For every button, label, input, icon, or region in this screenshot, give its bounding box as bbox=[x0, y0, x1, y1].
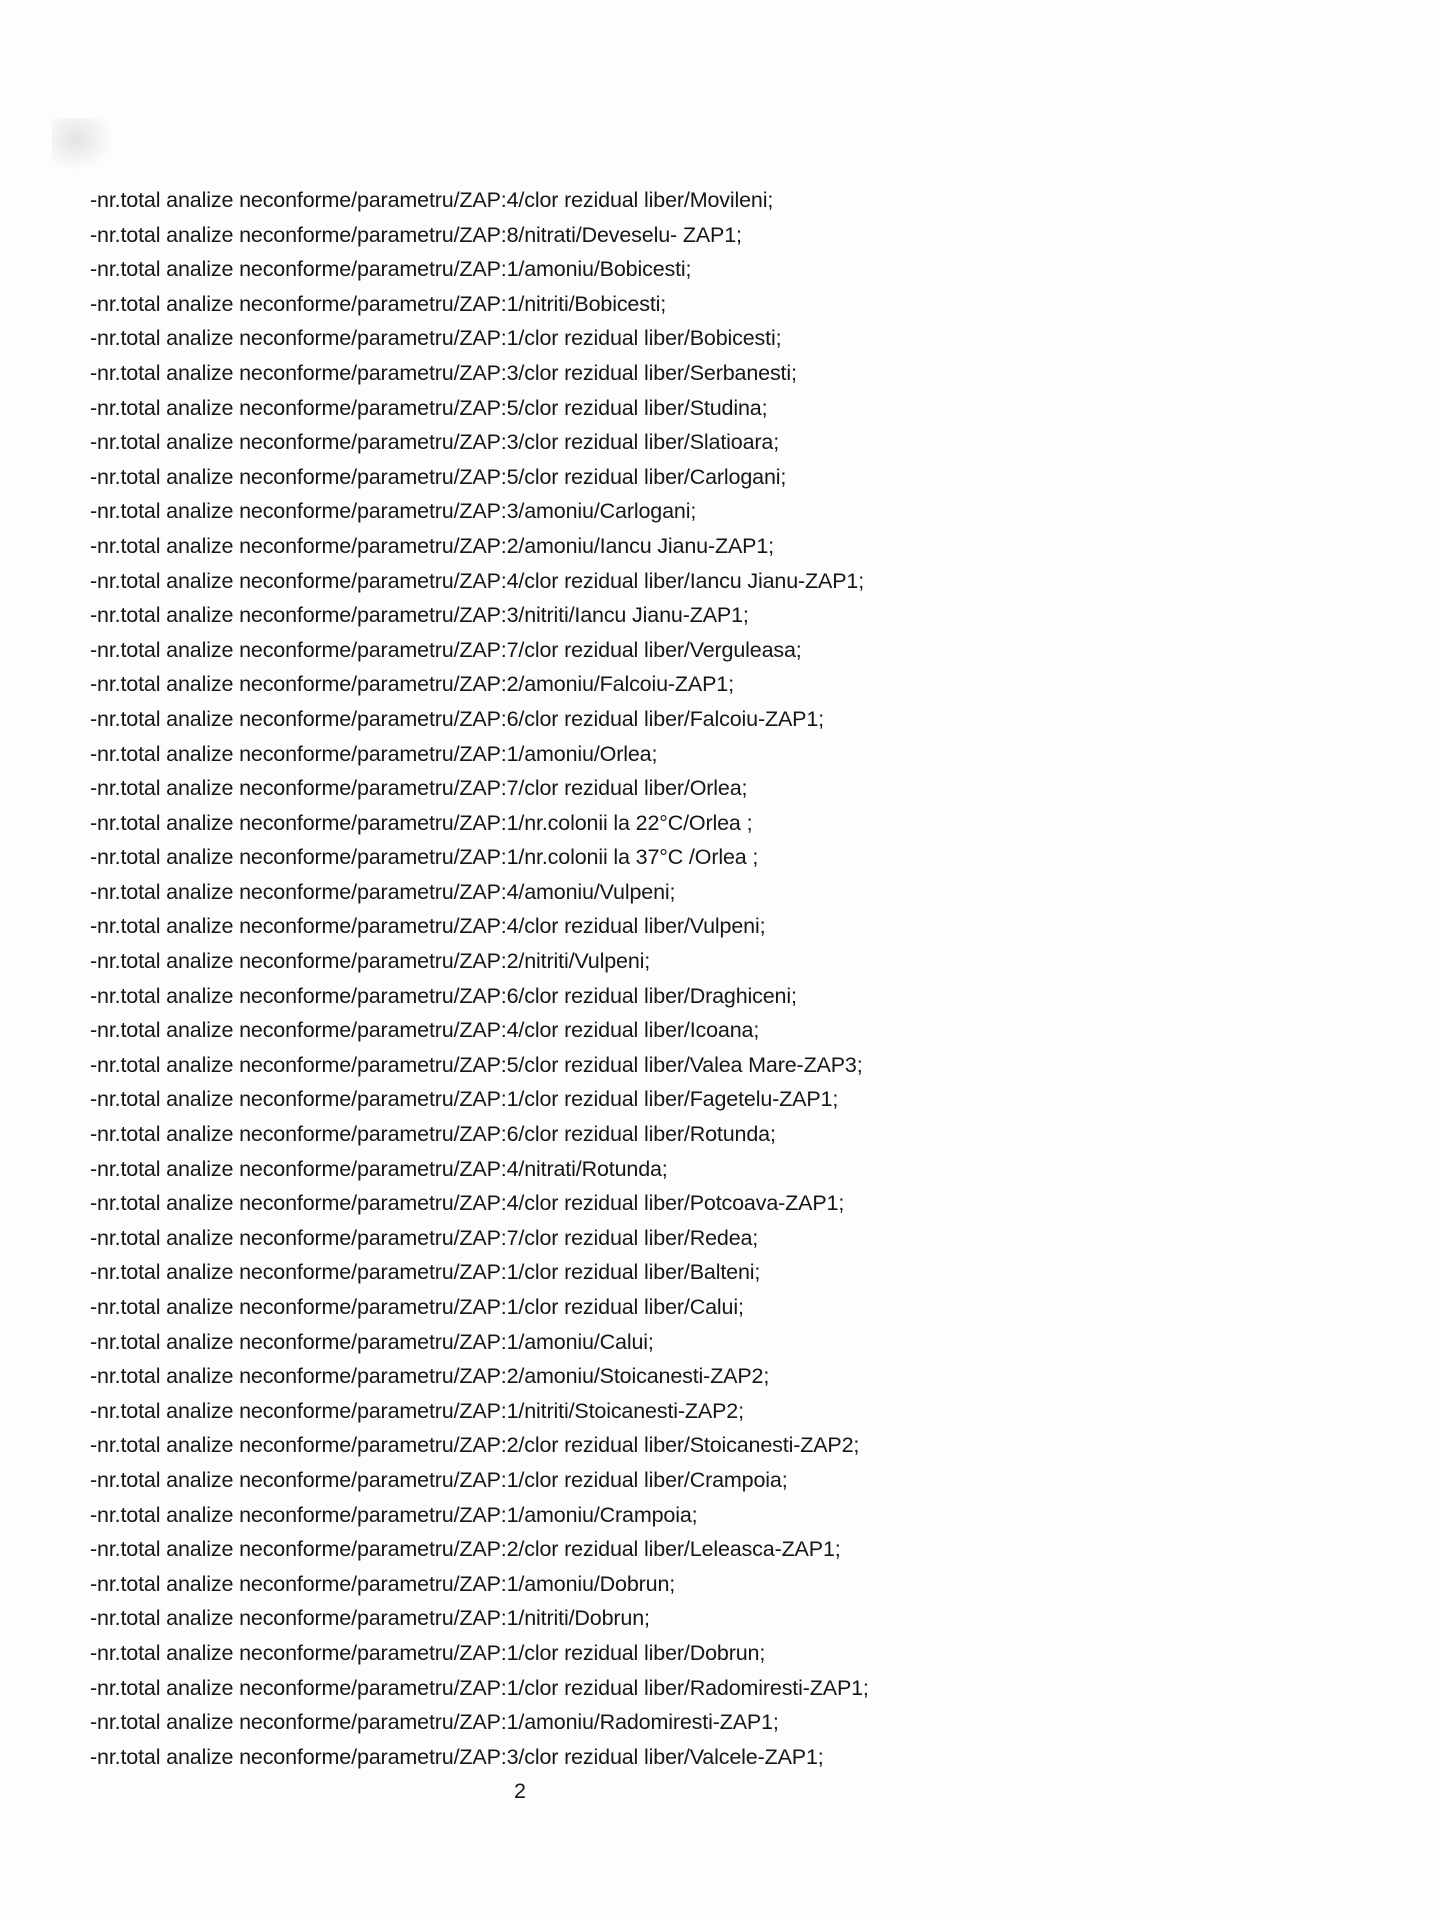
text-line: -nr.total analize neconforme/parametru/ZAP:4/nitrati/Rotunda; bbox=[90, 1156, 668, 1181]
text-line: -nr.total analize neconforme/parametru/ZAP:4/clor rezidual liber/Icoana; bbox=[90, 1018, 760, 1043]
scan-artifact bbox=[52, 118, 112, 170]
text-line: -nr.total analize neconforme/parametru/ZAP:3/clor rezidual liber/Serbanesti; bbox=[90, 360, 797, 385]
text-line: -nr.total analize neconforme/parametru/ZAP:2/amoniu/Falcoiu-ZAP1; bbox=[90, 672, 734, 697]
text-line: -nr.total analize neconforme/parametru/ZAP:2/clor rezidual liber/Leleasca-ZAP1; bbox=[90, 1537, 841, 1562]
page-number: 2 bbox=[514, 1779, 526, 1803]
text-line: -nr.total analize neconforme/parametru/ZAP:4/clor rezidual liber/Iancu Jianu-ZAP1; bbox=[90, 568, 865, 593]
text-line: -nr.total analize neconforme/parametru/ZAP:7/clor rezidual liber/Orlea; bbox=[90, 776, 748, 801]
text-line: -nr.total analize neconforme/parametru/ZAP:1/amoniu/Bobicesti; bbox=[90, 257, 692, 282]
text-line: -nr.total analize neconforme/parametru/ZAP:4/amoniu/Vulpeni; bbox=[90, 879, 676, 904]
page-footer bbox=[90, 1774, 950, 1809]
text-line: -nr.total analize neconforme/parametru/ZAP:7/clor rezidual liber/Redea; bbox=[90, 1225, 759, 1250]
text-line: -nr.total analize neconforme/parametru/ZAP:1/nitriti/Dobrun; bbox=[90, 1606, 650, 1631]
text-line: -nr.total analize neconforme/parametru/ZAP:1/nr.colonii la 22°C/Orlea ; bbox=[90, 810, 753, 835]
text-line: -nr.total analize neconforme/parametru/ZAP:3/nitriti/Iancu Jianu-ZAP1; bbox=[90, 603, 749, 628]
text-line: -nr.total analize neconforme/parametru/ZAP:1/clor rezidual liber/Crampoia; bbox=[90, 1467, 788, 1492]
text-line: -nr.total analize neconforme/parametru/ZAP:5/clor rezidual liber/Valea Mare-ZAP3; bbox=[90, 1052, 863, 1077]
text-line: -nr.total analize neconforme/parametru/ZAP:3/clor rezidual liber/Slatioara; bbox=[90, 430, 780, 455]
text-line: -nr.total analize neconforme/parametru/ZAP:1/amoniu/Orlea; bbox=[90, 741, 658, 766]
text-line: -nr.total analize neconforme/parametru/ZAP:1/nitriti/Bobicesti; bbox=[90, 291, 667, 316]
text-line: -nr.total analize neconforme/parametru/ZAP:2/amoniu/Iancu Jianu-ZAP1; bbox=[90, 533, 774, 558]
text-line: -nr.total analize neconforme/parametru/ZAP:5/clor rezidual liber/Carlogani; bbox=[90, 464, 787, 489]
text-line: -nr.total analize neconforme/parametru/ZAP:4/clor rezidual liber/Vulpeni; bbox=[90, 914, 766, 939]
text-line: -nr.total analize neconforme/parametru/ZAP:2/amoniu/Stoicanesti-ZAP2; bbox=[90, 1364, 770, 1389]
text-line: -nr.total analize neconforme/parametru/ZAP:1/clor rezidual liber/Radomiresti-ZAP1; bbox=[90, 1675, 869, 1700]
text-line: -nr.total analize neconforme/parametru/ZAP:2/nitriti/Vulpeni; bbox=[90, 949, 651, 974]
text-line: -nr.total analize neconforme/parametru/ZAP:6/clor rezidual liber/Falcoiu-ZAP1; bbox=[90, 706, 824, 731]
text-line: -nr.total analize neconforme/parametru/ZAP:1/amoniu/Dobrun; bbox=[90, 1571, 676, 1596]
text-line: -nr.total analize neconforme/parametru/ZAP:2/clor rezidual liber/Stoicanesti-ZAP2; bbox=[90, 1433, 860, 1458]
text-line: -nr.total analize neconforme/parametru/ZAP:1/clor rezidual liber/Balteni; bbox=[90, 1260, 761, 1285]
text-line: -nr.total analize neconforme/parametru/ZAP:1/clor rezidual liber/Dobrun; bbox=[90, 1640, 766, 1665]
text-line: -nr.total analize neconforme/parametru/ZAP:1/amoniu/Calui; bbox=[90, 1329, 654, 1354]
text-line: -nr.total analize neconforme/parametru/ZAP:1/clor rezidual liber/Calui; bbox=[90, 1295, 744, 1319]
text-line: -nr.total analize neconforme/parametru/ZAP:1/clor rezidual liber/Bobicesti; bbox=[90, 326, 782, 351]
text-line: -nr.total analize neconforme/parametru/ZAP:1/amoniu/Crampoia; bbox=[90, 1502, 698, 1527]
text-line: -nr.total analize neconforme/parametru/ZAP:4/clor rezidual liber/Potcoava-ZAP1; bbox=[90, 1191, 845, 1216]
text-line: -nr.total analize neconforme/parametru/ZAP:8/nitrati/Deveselu- ZAP1; bbox=[90, 222, 742, 247]
text-line: -nr.total analize neconforme/parametru/ZAP:3/amoniu/Carlogani; bbox=[90, 499, 697, 524]
text-line: -nr.total analize neconforme/parametru/ZAP:6/clor rezidual liber/Draghiceni; bbox=[90, 983, 797, 1008]
text-line: -nr.total analize neconforme/parametru/ZAP:5/clor rezidual liber/Studina; bbox=[90, 395, 768, 420]
text-line: -nr.total analize neconforme/parametru/ZAP:6/clor rezidual liber/Rotunda; bbox=[90, 1122, 776, 1147]
text-line: -nr.total analize neconforme/parametru/ZAP:3/clor rezidual liber/Valcele-ZAP1; bbox=[90, 1744, 824, 1769]
text-line: -nr.total analize neconforme/parametru/ZAP:1/nr.colonii la 37°C /Orlea ; bbox=[90, 845, 759, 870]
text-line: -nr.total analize neconforme/parametru/ZAP:1/amoniu/Radomiresti-ZAP1; bbox=[90, 1710, 779, 1735]
text-line: -nr.total analize neconforme/parametru/ZAP:4/clor rezidual liber/Movileni; bbox=[90, 188, 774, 212]
text-line: -nr.total analize neconforme/parametru/ZAP:7/clor rezidual liber/Verguleasa; bbox=[90, 637, 802, 662]
text-line: -nr.total analize neconforme/parametru/ZAP:1/nitriti/Stoicanesti-ZAP2; bbox=[90, 1398, 744, 1423]
text-line: -nr.total analize neconforme/parametru/ZAP:1/clor rezidual liber/Fagetelu-ZAP1; bbox=[90, 1087, 839, 1112]
body-text bbox=[90, 183, 1270, 1774]
